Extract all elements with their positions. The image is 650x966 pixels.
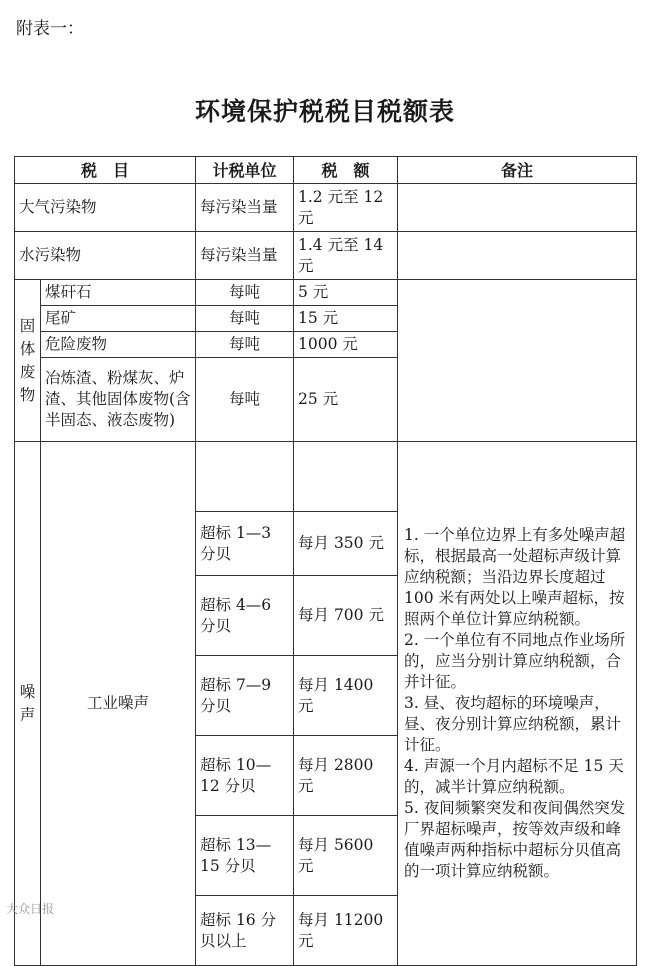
- watermark: 大众日报: [6, 902, 55, 916]
- note-item: 1. 一个单位边界上有多处噪声超标，根据最高一处超标声级计算应纳税额；当沿边界长度超过 100 米有两处以上噪声超标，按照两个单位计算应纳税额。: [404, 526, 626, 628]
- row-amount: 每月 1400 元: [294, 656, 398, 736]
- appendix-label: 附表一：: [16, 19, 84, 39]
- solid-waste-char: 物: [19, 385, 36, 404]
- row-unit: 超标 1—3 分贝: [196, 512, 294, 576]
- industrial-noise-label: 工业噪声: [41, 442, 196, 966]
- solid-waste-char: 体: [19, 339, 36, 358]
- row-notes: [398, 184, 637, 232]
- row-name: 冶炼渣、粉煤灰、炉渣、其他固体废物(含半固态、液态废物): [41, 358, 196, 442]
- row-amount: 25 元: [294, 358, 398, 442]
- row-unit: 每污染当量: [196, 232, 294, 280]
- row-unit: 每污染当量: [196, 184, 294, 232]
- row-name: 煤矸石: [41, 280, 196, 306]
- table-row: [15, 184, 637, 232]
- row-unit: 超标 4—6 分贝: [196, 576, 294, 656]
- row-name: 大气污染物: [15, 184, 196, 232]
- note-item: 3. 昼、夜均超标的环境噪声，昼、夜分别计算应纳税额，累计计征。: [404, 694, 622, 754]
- row-notes: [398, 232, 637, 280]
- row-name: 水污染物: [15, 232, 196, 280]
- row-name: 危险废物: [41, 332, 196, 358]
- noise-notes: [398, 442, 637, 966]
- header-amount: 税 额: [294, 157, 398, 184]
- row-unit: 每吨: [196, 332, 294, 358]
- row-amount: 5 元: [294, 280, 398, 306]
- row-name: 尾矿: [41, 306, 196, 332]
- row-amount: 1.2 元至 12 元: [294, 184, 398, 232]
- solid-waste-char: 废: [19, 362, 36, 381]
- header-row: [15, 157, 637, 184]
- row-amount: 每月 2800 元: [294, 736, 398, 816]
- row-unit: 超标 13—15 分贝: [196, 816, 294, 896]
- note-item: 4. 声源一个月内超标不足 15 天的，减半计算应纳税额。: [404, 757, 624, 796]
- table-row: [15, 280, 637, 306]
- row-amount: 1000 元: [294, 332, 398, 358]
- header-item: 税 目: [15, 157, 196, 184]
- noise-label: [15, 442, 41, 966]
- row-unit: 每吨: [196, 306, 294, 332]
- row-unit: 每吨: [196, 358, 294, 442]
- tax-rate-table: [14, 156, 637, 966]
- row-amount: 每月 350 元: [294, 512, 398, 576]
- row-unit: 超标 10—12 分贝: [196, 736, 294, 816]
- row-notes: [398, 280, 637, 442]
- header-unit: 计税单位: [196, 157, 294, 184]
- noise-char: 噪: [19, 682, 36, 701]
- row-amount: 每月 11200 元: [294, 896, 398, 966]
- header-notes: 备注: [398, 157, 637, 184]
- row-unit: 超标 16 分贝以上: [196, 896, 294, 966]
- row-unit: 每吨: [196, 280, 294, 306]
- solid-waste-char: 固: [19, 316, 36, 335]
- noise-char: 声: [19, 705, 36, 724]
- row-amount: 1.4 元至 14 元: [294, 232, 398, 280]
- table-row: [15, 232, 637, 280]
- row-amount: 每月 700 元: [294, 576, 398, 656]
- note-item: 5. 夜间频繁突发和夜间偶然突发厂界超标噪声，按等效声级和峰值噪声两种指标中超标分贝值高的一项计算应纳税额。: [404, 799, 626, 880]
- note-item: 2. 一个单位有不同地点作业场所的，应当分别计算应纳税额，合并计征。: [404, 631, 626, 691]
- row-unit: 超标 7—9 分贝: [196, 656, 294, 736]
- table-row: [15, 442, 637, 512]
- page-title: 环境保护税税目税额表: [194, 97, 455, 126]
- row-amount: 每月 5600 元: [294, 816, 398, 896]
- solid-waste-label: [15, 280, 41, 442]
- row-amount: 15 元: [294, 306, 398, 332]
